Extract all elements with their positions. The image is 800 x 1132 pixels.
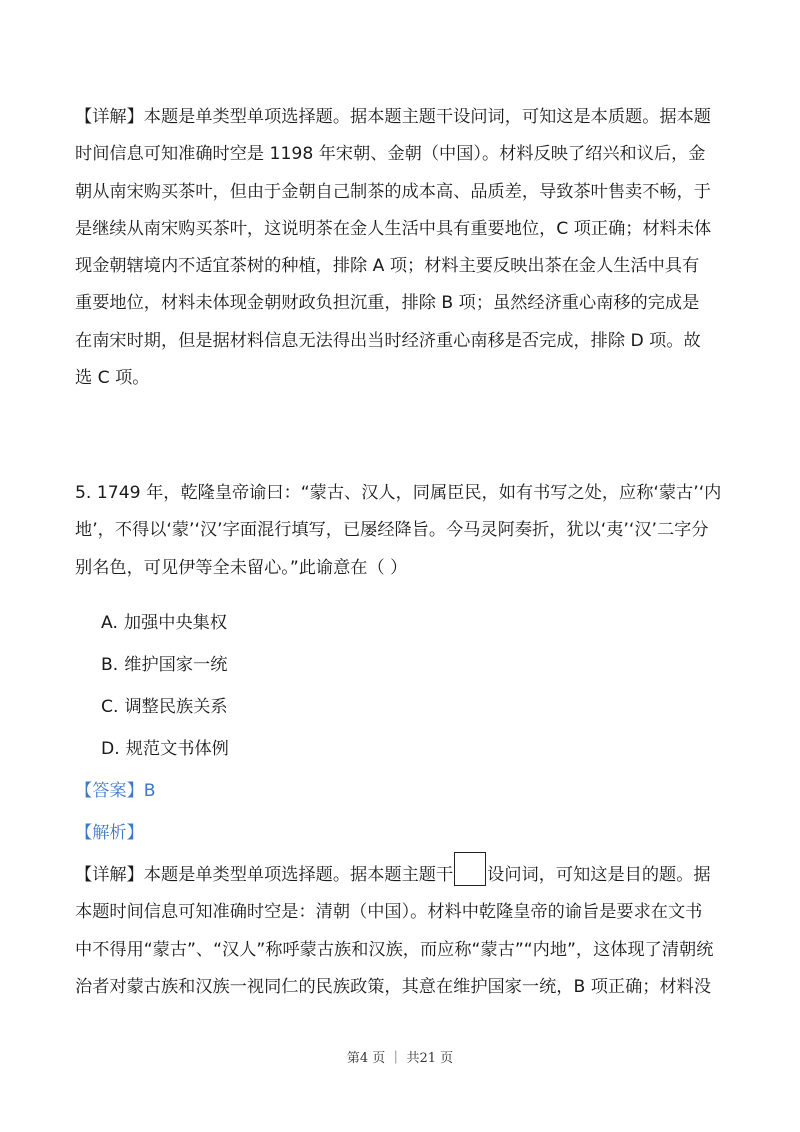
text-line: 时间信息可知准确时空是 1198 年宋朝、金朝（中国）。材料反映了绍兴和议后，金 <box>75 144 706 165</box>
text-segment: 【详解】本题是单类型单项选择题。据本题主题干 <box>75 865 454 885</box>
text-line: 地’，不得以‘蒙’‘汉’字面混行填写，已屡经降旨。今马灵阿奏折，犹以‘夷’‘汉’二字分 <box>75 520 709 541</box>
option-letter: D. <box>101 739 120 759</box>
page-footer: 第4 页 ｜ 共21 页 <box>346 1051 454 1066</box>
question-5-stem <box>75 475 730 587</box>
detail-paragraph-q4 <box>75 99 730 397</box>
text-line: 本题时间信息可知准确时空是：清朝（中国）。材料中乾隆皇帝的谕旨是要求在文书 <box>75 902 703 923</box>
option-text: 加强中央集权 <box>123 613 228 633</box>
answer-value: B <box>143 781 156 801</box>
option-a <box>101 611 227 635</box>
text-line <box>75 852 730 894</box>
text-line: 别名色，可见伊等全未留心。”此谕意在（ ） <box>75 557 408 578</box>
text-line: 现金朝辖境内不适宜茶树的种植，排除 A 项；材料主要反映出茶在金人生活中具有 <box>75 256 700 277</box>
option-letter: B. <box>101 655 119 675</box>
blank-box <box>454 852 486 886</box>
text-line: 是继续从南宋购买茶叶，这说明茶在金人生活中具有重要地位，C 项正确；材料未体 <box>75 218 712 239</box>
option-b <box>101 653 227 677</box>
option-text: 维护国家一统 <box>124 655 228 675</box>
option-c <box>101 695 228 719</box>
option-letter: A. <box>101 613 118 633</box>
text-segment: 设问词，可知这是目的题。据 <box>487 865 711 885</box>
text-line: 重要地位，材料未体现金朝财政负担沉重，排除 B 项；虽然经济重心南移的完成是 <box>75 293 700 314</box>
text-line: 朝从南宋购买茶叶，但由于金朝自己制茶的成本高、品质差，导致茶叶售卖不畅，于 <box>75 181 711 202</box>
option-letter: C. <box>101 697 119 717</box>
answer-line <box>75 779 156 803</box>
text-line: 【详解】本题是单类型单项选择题。据本题主题干设问词，可知这是本质题。据本题 <box>75 107 711 127</box>
detail-paragraph-q5 <box>75 852 730 1006</box>
text-line: 在南宋时期，但是据材料信息无法得出当时经济重心南移是否完成，排除 D 项。故 <box>75 330 701 351</box>
option-d <box>101 737 229 761</box>
text-line: 选 C 项。 <box>75 368 150 389</box>
text-line: 中不得用“蒙古”、“汉人”称呼蒙古族和汉族，而应称“蒙古”“内地”，这体现了清朝统 <box>75 939 714 960</box>
text-line: 5. 1749 年，乾隆皇帝谕曰：“蒙古、汉人，同属臣民，如有书写之处，应称‘蒙古’‘内 <box>75 483 722 503</box>
analysis-label: 【解析】 <box>75 823 144 843</box>
answer-label: 【答案】 <box>75 781 144 801</box>
text-line: 治者对蒙古族和汉族一视同仁的民族政策，其意在维护国家一统，B 项正确；材料没 <box>75 976 712 997</box>
option-text: 规范文书体例 <box>125 739 229 759</box>
option-text: 调整民族关系 <box>124 697 228 717</box>
